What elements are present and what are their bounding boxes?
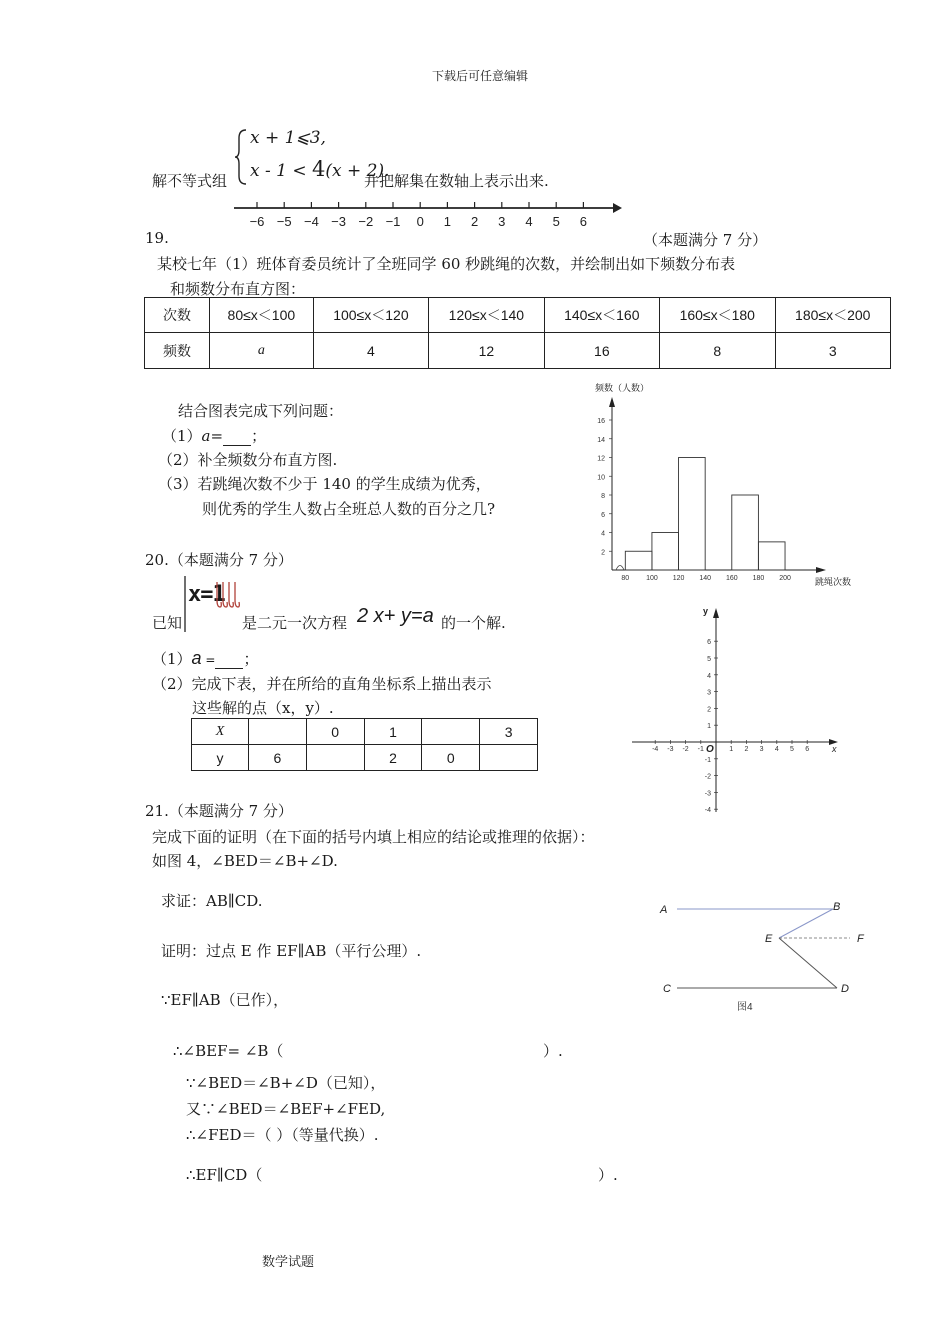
q19-stem-line2: 和频数分布直方图： <box>170 280 306 298</box>
answer-blank[interactable] <box>215 650 243 669</box>
q20-part1 <box>152 648 258 669</box>
q21-step6-pre: ∴EF∥CD（ <box>186 1166 263 1184</box>
q19-intro: 结合图表完成下列问题： <box>178 402 344 420</box>
number-line-tick-label: 5 <box>552 214 560 229</box>
interval-cell: 120≤x＜140 <box>429 298 544 333</box>
number-line-tick-label: −2 <box>358 214 374 229</box>
q21-prove: 求证：AB∥CD. <box>161 892 263 910</box>
frequency-cell: 12 <box>429 333 544 369</box>
frequency-cell: 3 <box>775 333 891 369</box>
q20-part2-line1: （2）完成下表，并在所给的直角坐标系上描出表示 <box>152 675 492 693</box>
x-cell[interactable]: 1 <box>364 719 422 745</box>
figure-caption: 图4 <box>737 1002 753 1013</box>
brace-icon <box>234 128 248 186</box>
q21-step4: 又∵∠BED＝∠BEF+∠FED, <box>186 1100 386 1118</box>
y-tick-label: 5 <box>707 656 711 663</box>
number-line-tick-label: −4 <box>303 214 319 229</box>
q21-step5: ∴∠FED＝（ ）（等量代换）. <box>186 1126 379 1144</box>
histogram-bars <box>625 458 785 571</box>
q19-part3-line2: 则优秀的学生人数占全班总人数的百分之几? <box>202 500 496 518</box>
q19-part1-end: ； <box>251 427 267 445</box>
number-line-tick-label: 2 <box>470 214 479 229</box>
y-cell[interactable]: 6 <box>249 745 307 771</box>
interval-cell: 80≤x＜100 <box>210 298 314 333</box>
number-line-tick-label: −3 <box>331 214 347 229</box>
table-x-label: X <box>192 719 249 745</box>
q19-number: 19. <box>145 229 169 247</box>
q20-end: 的一个解. <box>441 614 506 632</box>
q19-score: （本题满分 7 分） <box>643 231 768 249</box>
x-tick-label: -4 <box>652 746 659 753</box>
q20-lead: 已知 <box>152 614 183 632</box>
histogram-bar <box>679 458 706 571</box>
q20-part2-line2: 这些解的点（x，y）. <box>192 699 334 717</box>
q20-part1-eq: = <box>201 653 216 667</box>
x-tick-label: 120 <box>672 575 685 582</box>
number-line-tick-label: 4 <box>525 214 533 229</box>
q20-part1-end: ； <box>243 650 259 668</box>
point-C-label: C <box>663 983 671 995</box>
x-tick-label: -1 <box>697 746 704 753</box>
x-tick-label: 200 <box>779 575 791 582</box>
x-tick-label: -3 <box>667 746 674 753</box>
q20-equation: 2 x+ y=a <box>357 605 434 627</box>
point-F-label: F <box>857 933 864 945</box>
interval-cell: 160≤x＜180 <box>660 298 775 333</box>
interval-cell: 140≤x＜160 <box>544 298 659 333</box>
x-tick-label: 100 <box>646 575 658 582</box>
q19-part1-eq: = <box>210 427 224 445</box>
frequency-table <box>144 297 891 369</box>
page-header: 下载后可任意编辑 <box>432 69 529 83</box>
q20-sys-tail: 是二元一次方程 <box>242 614 348 632</box>
q21-step2-pre: ∴∠BEF= ∠B（ <box>173 1042 284 1060</box>
x-tick-label: 1 <box>729 746 734 753</box>
y-cell[interactable] <box>306 745 364 771</box>
q18-ineq2-big: 4 <box>312 157 326 181</box>
q18-ineq1: x + 1⩽3, <box>250 128 326 148</box>
y-tick-label: 14 <box>597 436 605 444</box>
q20-system-x: x=1 <box>188 582 225 607</box>
histogram-bar <box>758 542 785 570</box>
y-cell[interactable]: 2 <box>364 745 422 771</box>
y-tick-label: 16 <box>597 418 605 425</box>
y-tick-label: -1 <box>704 756 711 764</box>
number-line-tick-label: −1 <box>385 214 401 229</box>
x-cell[interactable]: 3 <box>480 719 538 745</box>
q20-part1-var: a <box>191 648 202 668</box>
q18-tail: 并把解集在数轴上表示出来. <box>364 172 549 190</box>
q21-step3: ∵∠BED＝∠B+∠D（已知）， <box>186 1074 386 1092</box>
frequency-cell: 4 <box>313 333 428 369</box>
q21-proof-start: 证明：过点 E 作 EF∥AB（平行公理）. <box>161 942 422 960</box>
y-tick-label: -2 <box>704 773 711 781</box>
x-tick-label: 5 <box>790 746 794 753</box>
histogram-ylabel: 频数（人数） <box>595 383 650 393</box>
garbled-glyphs-icon <box>214 580 240 612</box>
coordinate-ticks <box>652 639 809 814</box>
q19-part2: （2）补全频数分布直方图. <box>158 451 338 469</box>
q21-step1: ∵EF∥AB（已作）， <box>161 991 289 1009</box>
answer-blank[interactable] <box>223 427 251 446</box>
q19-stem-line1: 某校七年（1）班体育委员统计了全班同学 60 秒跳绳的次数，并绘制出如下频数分布表 <box>157 255 736 273</box>
q18-ineq2-post: (x + 2). <box>325 161 390 181</box>
histogram-bar <box>625 551 652 570</box>
y-tick-label: 6 <box>707 639 711 647</box>
x-tick-label: 6 <box>805 746 810 753</box>
interval-cell: 180≤x＜200 <box>775 298 891 333</box>
x-tick-label: 2 <box>744 746 749 753</box>
q20-part1-label: （1） <box>152 650 192 668</box>
coordinate-plane <box>625 600 845 820</box>
frequency-cell: a <box>210 333 314 369</box>
y-tick-label: -4 <box>704 807 711 815</box>
histogram-bar <box>652 533 679 571</box>
x-tick-label: 80 <box>621 575 630 582</box>
frequency-cell: 8 <box>660 333 775 369</box>
number-line-ticks <box>250 202 587 229</box>
number-line-tick-label: −5 <box>276 214 292 229</box>
interval-cell: 100≤x＜120 <box>313 298 428 333</box>
x-tick-label: -2 <box>682 746 689 753</box>
x-cell[interactable]: 0 <box>306 719 364 745</box>
number-line-tick-label: −6 <box>249 214 265 229</box>
solution-table <box>191 718 538 771</box>
table-y-label: y <box>192 745 249 771</box>
y-axis-label: y <box>703 606 709 616</box>
point-A-label: A <box>660 904 668 916</box>
table-header-frequency: 频数 <box>145 333 210 369</box>
y-tick-label: -3 <box>704 790 711 798</box>
x-tick-label: 160 <box>725 575 738 582</box>
y-tick-label: 8 <box>601 493 605 500</box>
y-cell[interactable] <box>480 745 538 771</box>
origin-label: O <box>706 744 714 755</box>
frequency-cell: 16 <box>544 333 659 369</box>
histogram-x-ticks <box>621 575 791 582</box>
q21-header: 21.（本题满分 7 分） <box>145 802 293 820</box>
y-tick-label: 3 <box>707 689 711 697</box>
x-cell[interactable] <box>249 719 307 745</box>
number-line-tick-label: 1 <box>443 214 452 229</box>
table-header-count: 次数 <box>145 298 210 333</box>
histogram-y-ticks <box>597 418 612 556</box>
y-tick-label: 1 <box>707 723 711 731</box>
q21-given: 如图 4，∠BED＝∠B+∠D. <box>152 852 338 870</box>
figure-4 <box>655 898 870 1018</box>
page-footer: 数学试题 <box>262 1255 315 1270</box>
number-line-tick-label: 6 <box>579 214 588 229</box>
y-tick-label: 2 <box>707 706 711 714</box>
q18-ineq2-pre: x - 1 < <box>250 161 313 181</box>
number-line <box>230 198 630 230</box>
y-tick-label: 2 <box>601 549 605 557</box>
q19-part1 <box>162 425 266 446</box>
x-cell[interactable] <box>422 719 480 745</box>
y-tick-label: 4 <box>601 530 605 538</box>
histogram-chart <box>588 380 868 590</box>
y-tick-label: 10 <box>597 474 605 482</box>
x-tick-label: 4 <box>774 746 779 753</box>
q21-instruction: 完成下面的证明（在下面的括号内填上相应的结论或推理的依据）： <box>152 828 595 846</box>
histogram-bar <box>732 495 759 570</box>
q18-lead: 解不等式组 <box>152 172 228 190</box>
x-tick-label: 180 <box>752 575 765 582</box>
y-cell[interactable]: 0 <box>422 745 480 771</box>
x-tick-label: 140 <box>699 575 712 582</box>
x-tick-label: 3 <box>759 746 764 753</box>
number-line-tick-label: 0 <box>416 214 424 229</box>
point-D-label: D <box>841 983 849 995</box>
number-line-tick-label: 3 <box>498 214 506 229</box>
q21-step2-end[interactable]: ）. <box>543 1042 563 1060</box>
q19-part1-label: （1） <box>162 427 202 445</box>
q19-part3-line1: （3）若跳绳次数不少于 140 的学生成绩为优秀， <box>158 475 491 493</box>
q20-header: 20.（本题满分 7 分） <box>145 551 293 569</box>
y-tick-label: 4 <box>707 672 711 680</box>
point-B-label: B <box>833 901 841 913</box>
y-tick-label: 6 <box>601 511 605 519</box>
q21-step6-end[interactable]: ）. <box>598 1166 618 1184</box>
y-tick-label: 12 <box>597 455 605 463</box>
q19-part1-var: a <box>201 427 211 445</box>
point-E-label: E <box>765 933 773 945</box>
histogram-xlabel: 跳绳次数 <box>815 577 852 587</box>
x-axis-label: x <box>832 744 837 754</box>
